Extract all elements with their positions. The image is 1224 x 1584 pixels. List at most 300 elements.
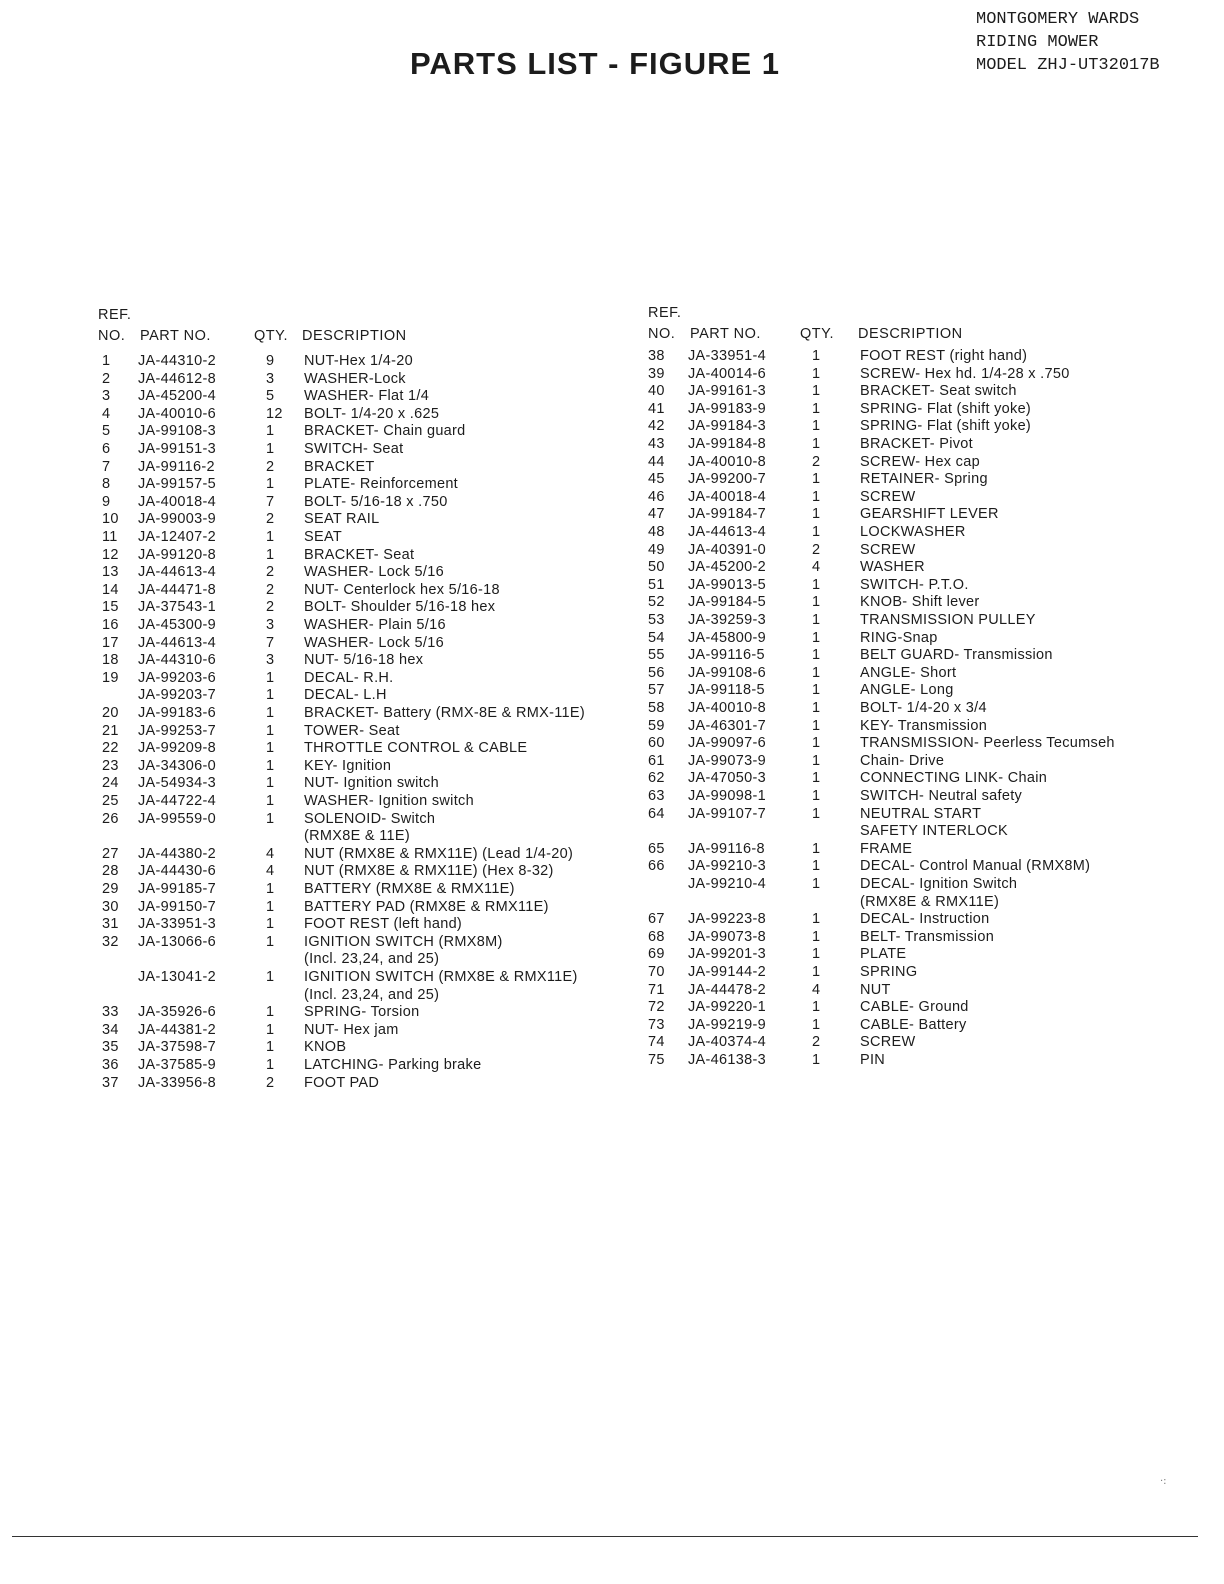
table-row: [648, 542, 1208, 560]
part-number: JA-99201-3: [688, 946, 766, 963]
part-number: JA-99559-0: [138, 810, 216, 827]
quantity: 1: [266, 423, 275, 440]
scan-speck: ·:: [1160, 1476, 1167, 1487]
table-row: [98, 635, 638, 653]
ref-number: 16: [102, 617, 119, 633]
quantity: 1: [812, 788, 821, 804]
part-description: NUT- 5/16-18 hex: [304, 652, 424, 669]
table-row: [648, 894, 1208, 912]
table-row: [648, 1052, 1208, 1070]
ref-number: 48: [648, 524, 665, 540]
quantity: 1: [812, 594, 821, 611]
part-description: NUT-Hex 1/4-20: [304, 353, 413, 369]
part-number: JA-99184-3: [688, 418, 766, 435]
quantity: 1: [266, 740, 275, 757]
part-description: WASHER-Lock: [304, 370, 406, 387]
quantity: 1: [812, 418, 821, 435]
part-number: JA-40374-4: [688, 1034, 766, 1051]
table-row: [648, 806, 1208, 824]
ref-number: 15: [102, 599, 119, 616]
page-title: PARTS LIST - FIGURE 1: [410, 46, 781, 81]
ref-number: 5: [102, 423, 111, 440]
ref-number: 1: [102, 353, 111, 369]
part-number: JA-44310-6: [138, 652, 216, 669]
part-description: (RMX8E & RMX11E): [860, 893, 1000, 910]
table-row: [648, 471, 1208, 489]
table-row: [98, 863, 638, 881]
part-description: (Incl. 23,24, and 25): [304, 951, 440, 968]
part-description: BELT GUARD- Transmission: [860, 647, 1053, 664]
table-row: [98, 987, 638, 1005]
ref-number: 64: [648, 805, 665, 822]
quantity: 4: [812, 559, 821, 576]
part-number: JA-45300-9: [138, 617, 216, 633]
part-number: JA-99183-6: [138, 705, 216, 721]
part-number: JA-44478-2: [688, 981, 766, 998]
part-number: JA-44471-8: [138, 581, 216, 598]
part-description: DECAL- R.H.: [304, 669, 394, 686]
quantity: 4: [812, 981, 821, 998]
part-description: NUT- Ignition switch: [304, 775, 439, 792]
part-number: JA-99220-1: [688, 999, 766, 1016]
ref-number: 43: [648, 436, 665, 452]
part-number: JA-99107-7: [688, 805, 766, 822]
table-row: [98, 1057, 638, 1075]
quantity: 1: [812, 400, 821, 417]
ref-number: 31: [102, 916, 119, 933]
quantity: 1: [266, 669, 275, 686]
part-description: WASHER- Ignition switch: [304, 793, 474, 809]
part-description: TRANSMISSION PULLEY: [860, 612, 1036, 628]
table-row: [648, 559, 1208, 577]
table-row: [98, 599, 638, 617]
ref-number: 71: [648, 981, 665, 998]
ref-number: 8: [102, 476, 111, 493]
part-number: JA-99118-5: [688, 682, 765, 699]
quantity: 1: [812, 647, 821, 664]
quantity: 1: [266, 529, 275, 545]
part-number: JA-37598-7: [138, 1039, 216, 1056]
part-description: CABLE- Battery: [860, 1016, 967, 1033]
part-description: DECAL- L.H: [304, 687, 387, 704]
part-number: JA-44380-2: [138, 845, 216, 862]
part-number: JA-40010-6: [138, 405, 216, 422]
part-description: BOLT- 1/4-20 x .625: [304, 405, 440, 422]
part-description: FOOT REST (left hand): [304, 916, 463, 933]
part-number: JA-99223-8: [688, 911, 766, 928]
part-description: RING-Snap: [860, 629, 938, 646]
table-row: [98, 758, 638, 776]
table-row: [648, 999, 1208, 1017]
quantity: 1: [266, 441, 275, 457]
part-number: JA-99210-3: [688, 858, 766, 875]
part-description: FOOT PAD: [304, 1074, 380, 1091]
part-number: JA-99157-5: [138, 476, 216, 493]
ref-number: 40: [648, 383, 665, 400]
quantity: 1: [266, 933, 275, 950]
quantity: 2: [812, 541, 821, 558]
part-description: SPRING: [860, 964, 918, 980]
ref-number: 62: [648, 770, 665, 787]
table-row: [648, 735, 1208, 753]
part-description: SOLENOID- Switch: [304, 810, 436, 827]
table-row: [648, 964, 1208, 982]
table-row: [648, 594, 1208, 612]
part-description: ANGLE- Long: [860, 682, 954, 699]
part-number: JA-45800-9: [688, 629, 766, 646]
part-description: CABLE- Ground: [860, 999, 969, 1016]
table-row: [98, 846, 638, 864]
table-row: [648, 682, 1208, 700]
table-row: [648, 401, 1208, 419]
quantity: 2: [266, 458, 275, 475]
table-row: [98, 511, 638, 529]
ref-number: 13: [102, 564, 119, 581]
ref-number: 59: [648, 717, 665, 734]
header-line-product: RIDING MOWER: [976, 33, 1099, 52]
table-row: [648, 770, 1208, 788]
part-description: NUT- Centerlock hex 5/16-18: [304, 581, 500, 598]
table-row: [98, 811, 638, 829]
ref-number: 23: [102, 757, 119, 774]
part-description: BRACKET- Seat switch: [860, 383, 1017, 400]
table-row: [98, 687, 638, 705]
quantity: 2: [266, 511, 275, 528]
table-row: [98, 617, 638, 635]
quantity: 1: [812, 612, 821, 628]
part-number: JA-47050-3: [688, 770, 766, 787]
part-number: JA-99073-9: [688, 752, 766, 769]
quantity: 1: [266, 476, 275, 493]
table-row: [98, 388, 638, 406]
part-number: JA-34306-0: [138, 757, 216, 774]
part-description: RETAINER- Spring: [860, 471, 988, 488]
quantity: 1: [266, 1004, 275, 1021]
quantity: 1: [812, 999, 821, 1016]
part-description: PIN: [860, 1052, 886, 1068]
part-description: WASHER- Lock 5/16: [304, 634, 444, 651]
part-description: SCREW: [860, 541, 916, 558]
quantity: 5: [266, 388, 275, 405]
part-description: KEY- Transmission: [860, 717, 988, 734]
ref-no-header: NO.: [648, 326, 676, 342]
quantity: 7: [266, 634, 275, 651]
table-row: [648, 982, 1208, 1000]
part-description: GEARSHIFT LEVER: [860, 506, 999, 523]
table-row: [98, 582, 638, 600]
part-number: JA-99003-9: [138, 511, 216, 528]
table-row: [98, 934, 638, 952]
quantity: 2: [812, 453, 821, 470]
quantity: 1: [812, 717, 821, 734]
part-description: WASHER- Lock 5/16: [304, 564, 444, 581]
part-number: JA-40018-4: [688, 488, 766, 505]
part-number: JA-44430-6: [138, 863, 216, 880]
part-description: SCREW- Hex cap: [860, 453, 980, 470]
part-description: BRACKET- Seat: [304, 546, 415, 563]
quantity: 1: [266, 1021, 275, 1038]
part-description: SPRING- Flat (shift yoke): [860, 400, 1032, 417]
table-row: [648, 489, 1208, 507]
quantity: 9: [266, 353, 275, 369]
table-row: [648, 665, 1208, 683]
ref-number: 22: [102, 740, 119, 757]
part-description: TOWER- Seat: [304, 722, 400, 739]
description-header: DESCRIPTION: [302, 328, 407, 344]
table-row: [98, 371, 638, 389]
ref-number: 54: [648, 629, 665, 646]
quantity: 1: [812, 805, 821, 822]
table-row: [98, 529, 638, 547]
part-number: JA-99108-6: [688, 664, 766, 681]
part-number: JA-99184-5: [688, 594, 766, 611]
ref-number: 25: [102, 793, 119, 809]
table-row: [648, 718, 1208, 736]
part-number: JA-99150-7: [138, 898, 216, 915]
ref-number: 36: [102, 1057, 119, 1073]
table-row: [98, 881, 638, 899]
table-row: [98, 423, 638, 441]
part-number: JA-99203-6: [138, 669, 216, 686]
part-number: JA-99073-8: [688, 928, 766, 945]
quantity: 4: [266, 845, 275, 862]
quantity: 3: [266, 370, 275, 387]
part-number: JA-99184-7: [688, 506, 766, 523]
ref-number: 18: [102, 652, 119, 669]
part-description: TRANSMISSION- Peerless Tecumseh: [860, 735, 1115, 752]
part-number: JA-44722-4: [138, 793, 216, 809]
ref-number: 34: [102, 1021, 119, 1038]
ref-number: 4: [102, 405, 111, 422]
part-description: DECAL- Ignition Switch: [860, 876, 1018, 892]
ref-number: 69: [648, 946, 665, 963]
quantity: 1: [266, 705, 275, 721]
part-number: JA-35926-6: [138, 1004, 216, 1021]
part-number: JA-33951-4: [688, 348, 766, 364]
part-number: JA-40014-6: [688, 365, 766, 382]
part-description: SPRING- Flat (shift yoke): [860, 418, 1032, 435]
part-number: JA-99219-9: [688, 1016, 766, 1033]
ref-number: 30: [102, 898, 119, 915]
part-description: SPRING- Torsion: [304, 1004, 420, 1021]
quantity: 1: [266, 1039, 275, 1056]
quantity: 1: [812, 735, 821, 752]
table-row: [98, 1004, 638, 1022]
part-number: JA-99116-2: [138, 458, 215, 475]
quantity: 2: [266, 599, 275, 616]
table-row: [648, 418, 1208, 436]
table-row: [98, 353, 638, 371]
part-description: (RMX8E & 11E): [304, 828, 410, 845]
part-number: JA-44612-8: [138, 370, 216, 387]
table-row: [98, 951, 638, 969]
part-description: DECAL- Instruction: [860, 911, 990, 928]
part-description: WASHER- Plain 5/16: [304, 617, 446, 633]
part-number: JA-45200-2: [688, 559, 766, 576]
part-number: JA-99144-2: [688, 964, 766, 980]
part-description: KNOB: [304, 1039, 347, 1056]
ref-number: 56: [648, 664, 665, 681]
part-description: FRAME: [860, 840, 913, 857]
ref-number: 70: [648, 964, 665, 980]
ref-number: 63: [648, 788, 665, 804]
part-number: JA-40391-0: [688, 541, 766, 558]
ref-number: 75: [648, 1052, 665, 1068]
ref-number: 58: [648, 700, 665, 716]
ref-number: 35: [102, 1039, 119, 1056]
quantity: 2: [266, 564, 275, 581]
quantity: 1: [812, 664, 821, 681]
part-description: NUT (RMX8E & RMX11E) (Hex 8-32): [304, 863, 554, 880]
quantity: 1: [812, 858, 821, 875]
part-number: JA-99203-7: [138, 687, 216, 704]
ref-number: 28: [102, 863, 119, 880]
part-description: BOLT- Shoulder 5/16-18 hex: [304, 599, 496, 616]
table-row: [98, 1075, 638, 1093]
ref-number: 3: [102, 388, 111, 405]
ref-number: 50: [648, 559, 665, 576]
ref-number: 14: [102, 581, 119, 598]
table-row: [648, 612, 1208, 630]
part-description: BATTERY (RMX8E & RMX11E): [304, 881, 515, 897]
part-number: JA-99013-5: [688, 576, 766, 593]
table-row: [98, 652, 638, 670]
ref-number: 17: [102, 634, 119, 651]
ref-number: 60: [648, 735, 665, 752]
part-description: BRACKET: [304, 458, 375, 475]
table-row: [98, 828, 638, 846]
quantity: 1: [812, 964, 821, 980]
table-row: [648, 348, 1208, 366]
part-number: JA-99183-9: [688, 400, 766, 417]
table-row: [98, 459, 638, 477]
quantity: 12: [266, 405, 283, 422]
part-description: BATTERY PAD (RMX8E & RMX11E): [304, 898, 549, 915]
part-description: KNOB- Shift lever: [860, 594, 980, 611]
ref-number: 51: [648, 576, 665, 593]
part-description: NEUTRAL START: [860, 805, 982, 822]
model-header: [976, 8, 1160, 77]
table-row: [98, 494, 638, 512]
part-number: JA-99253-7: [138, 722, 216, 739]
table-row: [98, 476, 638, 494]
part-description: WASHER- Flat 1/4: [304, 388, 430, 405]
quantity: 1: [812, 1016, 821, 1033]
quantity: 1: [812, 752, 821, 769]
part-number: JA-99210-4: [688, 876, 766, 892]
part-description: NUT (RMX8E & RMX11E) (Lead 1/4-20): [304, 845, 574, 862]
table-row: [98, 1039, 638, 1057]
part-number: JA-99098-1: [688, 788, 766, 804]
quantity: 1: [266, 722, 275, 739]
part-description: NUT- Hex jam: [304, 1021, 399, 1038]
bottom-rule: [12, 1536, 1198, 1537]
table-row: [98, 969, 638, 987]
quantity: 1: [812, 524, 821, 540]
part-number: JA-44310-2: [138, 353, 216, 369]
quantity: 2: [266, 1074, 275, 1091]
quantity: 1: [812, 1052, 821, 1068]
parts-table-right: [648, 305, 1208, 1105]
part-description: BOLT- 1/4-20 x 3/4: [860, 700, 987, 716]
table-row: [98, 441, 638, 459]
ref-number: 49: [648, 541, 665, 558]
ref-number: 32: [102, 933, 119, 950]
ref-number: 2: [102, 370, 111, 387]
ref-number: 6: [102, 441, 111, 457]
table-row: [98, 740, 638, 758]
part-number: JA-99097-6: [688, 735, 766, 752]
quantity: 1: [812, 471, 821, 488]
quantity: 1: [812, 876, 821, 892]
quantity: 1: [812, 840, 821, 857]
part-description: PLATE- Reinforcement: [304, 476, 459, 493]
quantity: 1: [266, 546, 275, 563]
table-row: [98, 670, 638, 688]
header-line-model: MODEL ZHJ-UT32017B: [976, 56, 1160, 75]
part-description: SEAT: [304, 529, 342, 545]
table-row: [648, 524, 1208, 542]
ref-number: 33: [102, 1004, 119, 1021]
part-description: CONNECTING LINK- Chain: [860, 770, 1048, 787]
part-number: JA-40010-8: [688, 700, 766, 716]
part-description: KEY- Ignition: [304, 757, 392, 774]
part-number: JA-39259-3: [688, 612, 766, 628]
ref-number: 57: [648, 682, 665, 699]
quantity: 1: [266, 1057, 275, 1073]
part-number: JA-99200-7: [688, 471, 766, 488]
ref-number: 37: [102, 1074, 119, 1091]
part-number: JA-99116-5: [688, 647, 765, 664]
table-row: [98, 723, 638, 741]
part-description: BELT- Transmission: [860, 928, 995, 945]
quantity: 1: [266, 757, 275, 774]
ref-number: 53: [648, 612, 665, 628]
part-number: JA-37585-9: [138, 1057, 216, 1073]
quantity: 1: [812, 682, 821, 699]
part-description: THROTTLE CONTROL & CABLE: [304, 740, 528, 757]
quantity: 1: [812, 911, 821, 928]
quantity: 1: [812, 383, 821, 400]
table-row: [648, 366, 1208, 384]
part-description: SWITCH- Seat: [304, 441, 404, 457]
quantity: 1: [812, 946, 821, 963]
part-number: JA-99184-8: [688, 436, 766, 452]
table-row: [648, 1034, 1208, 1052]
part-number: JA-13066-6: [138, 933, 216, 950]
description-header: DESCRIPTION: [858, 326, 963, 342]
qty-header: QTY.: [254, 328, 288, 344]
part-description: SWITCH- P.T.O.: [860, 576, 969, 593]
table-row: [98, 705, 638, 723]
quantity: 1: [812, 436, 821, 452]
table-row: [648, 946, 1208, 964]
parts-table-left: [98, 307, 638, 1107]
ref-number: 24: [102, 775, 119, 792]
part-number: JA-44381-2: [138, 1021, 216, 1038]
quantity: 1: [266, 898, 275, 915]
part-number: JA-99120-8: [138, 546, 216, 563]
table-row: [648, 647, 1208, 665]
part-description: BRACKET- Chain guard: [304, 423, 466, 440]
header-line-brand: MONTGOMERY WARDS: [976, 10, 1140, 29]
table-row: [98, 1022, 638, 1040]
part-description: SCREW- Hex hd. 1/4-28 x .750: [860, 365, 1070, 382]
quantity: 1: [812, 629, 821, 646]
part-description: DECAL- Control Manual (RMX8M): [860, 858, 1091, 875]
ref-number: 42: [648, 418, 665, 435]
ref-number: 7: [102, 458, 111, 475]
